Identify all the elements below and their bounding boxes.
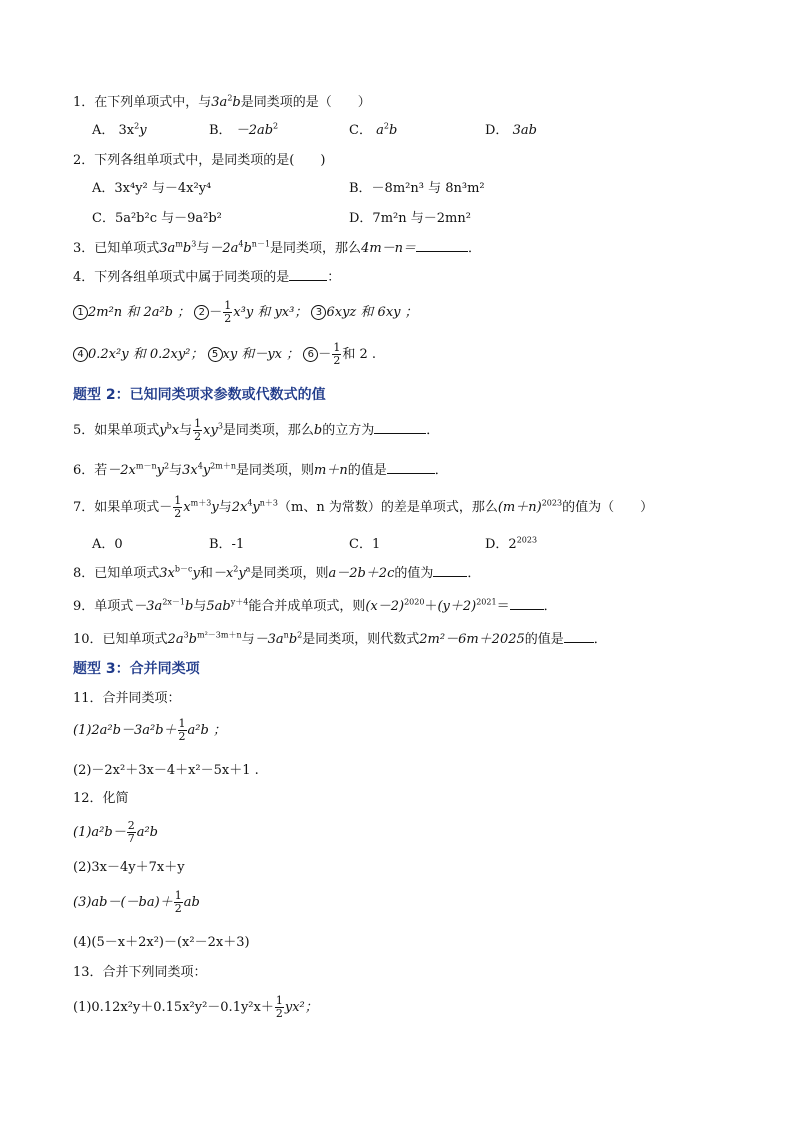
q11-part-1: (1)2a²b－3a²b＋ $\frac{1}{2}$ a²b ； <box>73 717 226 743</box>
fraction: $\frac{1}{2}$ <box>178 717 186 743</box>
question-6: 6．若$-2x^{m-n}y^2$与$3x^4y^{2m+n}$是同类项，则m＋n的值是 ． <box>73 461 448 478</box>
question-8: 8．已知单项式$3x^{b-c}y$和$-x^2y^a$是同类项，则a－2b＋2c的值为 ． <box>73 564 481 581</box>
circled-number-4: 4 <box>73 347 88 362</box>
answer-blank[interactable] <box>416 239 468 252</box>
fraction: $\frac{2}{7}$ <box>127 819 135 845</box>
q1-option-d: D． 3ab <box>485 123 537 138</box>
q12-part-3: (3)ab－(－ba)＋ $\frac{1}{2}$ ab <box>73 889 200 915</box>
question-11-stem: 11．合并同类项： <box>73 691 181 706</box>
q1-option-a: A． $3x^2y$ <box>92 121 147 138</box>
question-4-stem: 4．下列各组单项式中属于同类项的是 ： <box>73 270 341 285</box>
q7-option-d: D．$2^{2023}$ <box>485 535 538 552</box>
section-heading-3: 题型 3：合并同类项 <box>73 661 200 677</box>
question-10: 10．已知单项式$2a^3b^{m^2-3m+n}$与$-3a^nb^2$是同类项，则代数式2m²－6m＋2025的值是 ． <box>73 630 607 647</box>
fraction: $\frac{1}{2}$ <box>174 889 182 915</box>
fraction: $\frac{1}{2}$ <box>174 494 182 520</box>
q7-option-a: A．0 <box>92 537 123 552</box>
circled-number-3: 3 <box>311 305 326 320</box>
question-12-stem: 12．化简 <box>73 791 129 806</box>
question-4-items-row1: 1 2m²n 和 2a²b ； 2 － $\frac{1}{2}$ x³y 和 yx³； 3 6xyz 和 6xy ； <box>73 300 418 326</box>
question-4-items-row2: 4 0.2x²y 和 0.2xy²； 5 xy 和－yx ； 6 － $\frac{1}{2}$ 和 2 . <box>73 342 376 368</box>
question-2-stem: 2．下列各组单项式中，是同类项的是( ) <box>73 153 326 168</box>
circled-number-1: 1 <box>73 305 88 320</box>
answer-blank[interactable] <box>289 268 327 281</box>
q1-option-c: C． $a^2b$ <box>349 121 398 138</box>
question-7: 7．如果单项式－ $\frac{1}{2}$ $x^{m+3}y$与$2x^4y^{n+3}(m$、n 为常数）的差是单项式，那么$(m+n)^{2023}$的值为（ ） <box>73 494 654 520</box>
q2-option-b: B．－8m²n³ 与 8n³m² <box>349 181 485 196</box>
circled-number-5: 5 <box>208 347 223 362</box>
q2-option-d: D．7m²n 与－2mn² <box>349 211 471 226</box>
fraction: $\frac{1}{2}$ <box>224 299 232 325</box>
fraction: $\frac{1}{2}$ <box>194 417 202 443</box>
question-5: 5．如果单项式$y^bx$与 $\frac{1}{2}$ $xy^3$是同类项，那么b的立方为 ． <box>73 417 440 443</box>
question-3: 3．已知单项式$3a^mb^3$与$-2a^4b^{n-1}$是同类项，那么4m－n＝ ． <box>73 239 482 256</box>
circled-number-2: 2 <box>194 305 209 320</box>
fraction: $\frac{1}{2}$ <box>275 994 283 1020</box>
q2-option-a: A．3x⁴y² 与－4x²y⁴ <box>92 181 212 196</box>
q1-option-b: B． $-2ab^2$ <box>209 121 279 138</box>
q7-option-c: C．1 <box>349 537 381 552</box>
question-1-stem: 1．在下列单项式中，与$3a^2b$是同类项的是（ ） <box>73 93 371 110</box>
fraction: $\frac{1}{2}$ <box>333 341 341 367</box>
question-9: 9．单项式$-3a^{2x-1}b$与$5ab^{y+4}$能合并成单项式，则$(x-2)^{2020}+(y+2)^{2021}=$ ． <box>73 597 557 614</box>
answer-blank[interactable] <box>374 421 426 434</box>
q11-part-2: (2)－2x²＋3x－4＋x²－5x＋1 . <box>73 763 259 778</box>
q2-option-c: C．5a²b²c 与－9a²b² <box>92 211 222 226</box>
question-13-stem: 13．合并下列同类项： <box>73 965 207 980</box>
q12-part-1: (1)a²b－ $\frac{2}{7}$ a²b <box>73 819 158 845</box>
q13-part-1: (1)0.12x²y＋0.15x²y²－0.1y²x＋ $\frac{1}{2}$ yx²； <box>73 994 318 1020</box>
answer-blank[interactable] <box>564 630 594 643</box>
q12-part-2: (2)3x－4y＋7x＋y <box>73 860 185 875</box>
answer-blank[interactable] <box>510 597 544 610</box>
section-heading-2: 题型 2：已知同类项求参数或代数式的值 <box>73 387 326 403</box>
answer-blank[interactable] <box>387 461 435 474</box>
q7-option-b: B．-1 <box>209 537 245 552</box>
answer-blank[interactable] <box>433 564 467 577</box>
q12-part-4: (4)(5－x＋2x²)－(x²－2x＋3) <box>73 935 250 950</box>
circled-number-6: 6 <box>303 347 318 362</box>
